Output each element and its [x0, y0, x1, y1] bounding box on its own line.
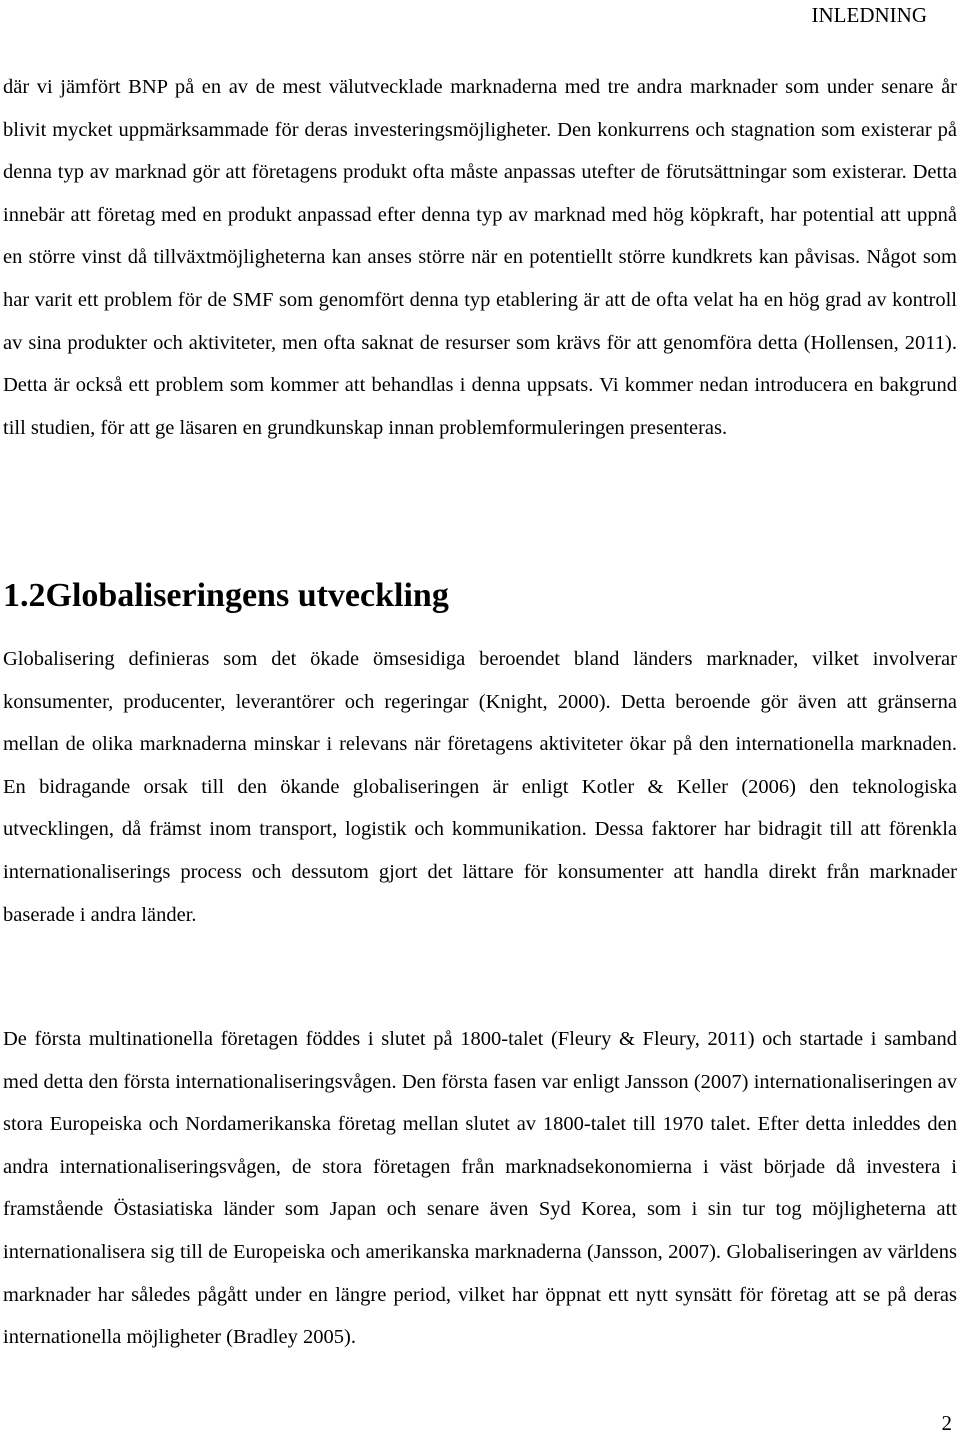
intro-paragraph: där vi jämfört BNP på en av de mest välutvecklade marknaderna med tre andra marknader som under senare år blivit mycket uppmärksammade för deras investeringsmöjligheter. Den konkurrens och stagnation som existerar på denna typ av marknad gör att företagens produkt ofta måste anpassas utefter de förutsättningar som existerar. Detta innebär att företag med en produkt anpassad efter denna typ av marknad med hög köpkraft, har potential att uppnå en större vinst då tillväxtmöjligheterna kan anses större när en potentiellt större kundkrets kan påvisas. Något som har varit ett problem för de SMF som genomfört denna typ etablering är att de ofta velat ha en hög grad av kontroll av sina produkter och aktiviteter, men ofta saknat de resurser som krävs för att genomföra detta (Hollensen, 2011). Detta är också ett problem som kommer att behandlas i denna uppsats. Vi kommer nedan introducera en bakgrund till studien, för att ge läsaren en grundkunskap innan problemformuleringen presenteras.: [3, 76, 957, 439]
section-heading: 1.2Globaliseringens utveckling: [3, 577, 449, 614]
page-number: 2: [941, 1411, 952, 1435]
running-header: INLEDNING: [811, 3, 927, 27]
globalization-paragraph: Globalisering definieras som det ökade ömsesidiga beroendet bland länders marknader, vilket involverar konsumenter, producenter, leverantörer och regeringar (Knight, 2000). Detta beroende gör även att gränserna mellan de olika marknaderna minskar i relevans när företagens aktiviteter ökar på den internationella marknaden. En bidragande orsak till den ökande globaliseringen är enligt Kotler & Keller (2006) den teknologiska utvecklingen, då främst inom transport, logistik och kommunikation. Dessa faktorer har bidragit till att förenkla internationaliserings process och dessutom gjort det lättare för konsumenter att handla direkt från marknader baserade i andra länder.: [3, 648, 957, 926]
multinational-paragraph: De första multinationella företagen föddes i slutet på 1800-talet (Fleury & Fleury, 2011) och startade i samband med detta den första internationaliseringsvågen. Den första fasen var enligt Jansson (2007) internationaliseringen av stora Europeiska och Nordamerikanska företag mellan slutet av 1800-talet till 1970 talet. Efter detta inleddes den andra internationaliseringsvågen, de stora företagen från marknadsekonomierna i väst började då investera i framstående Östasiatiska länder som Japan och senare även Syd Korea, som i sin tur tog möjligheterna att internationalisera sig till de Europeiska och amerikanska marknaderna (Jansson, 2007). Globaliseringen av världens marknader har således pågått under en längre period, vilket har öppnat ett nytt synsätt för företag att se på deras internationella möjligheter (Bradley 2005).: [3, 1028, 957, 1349]
